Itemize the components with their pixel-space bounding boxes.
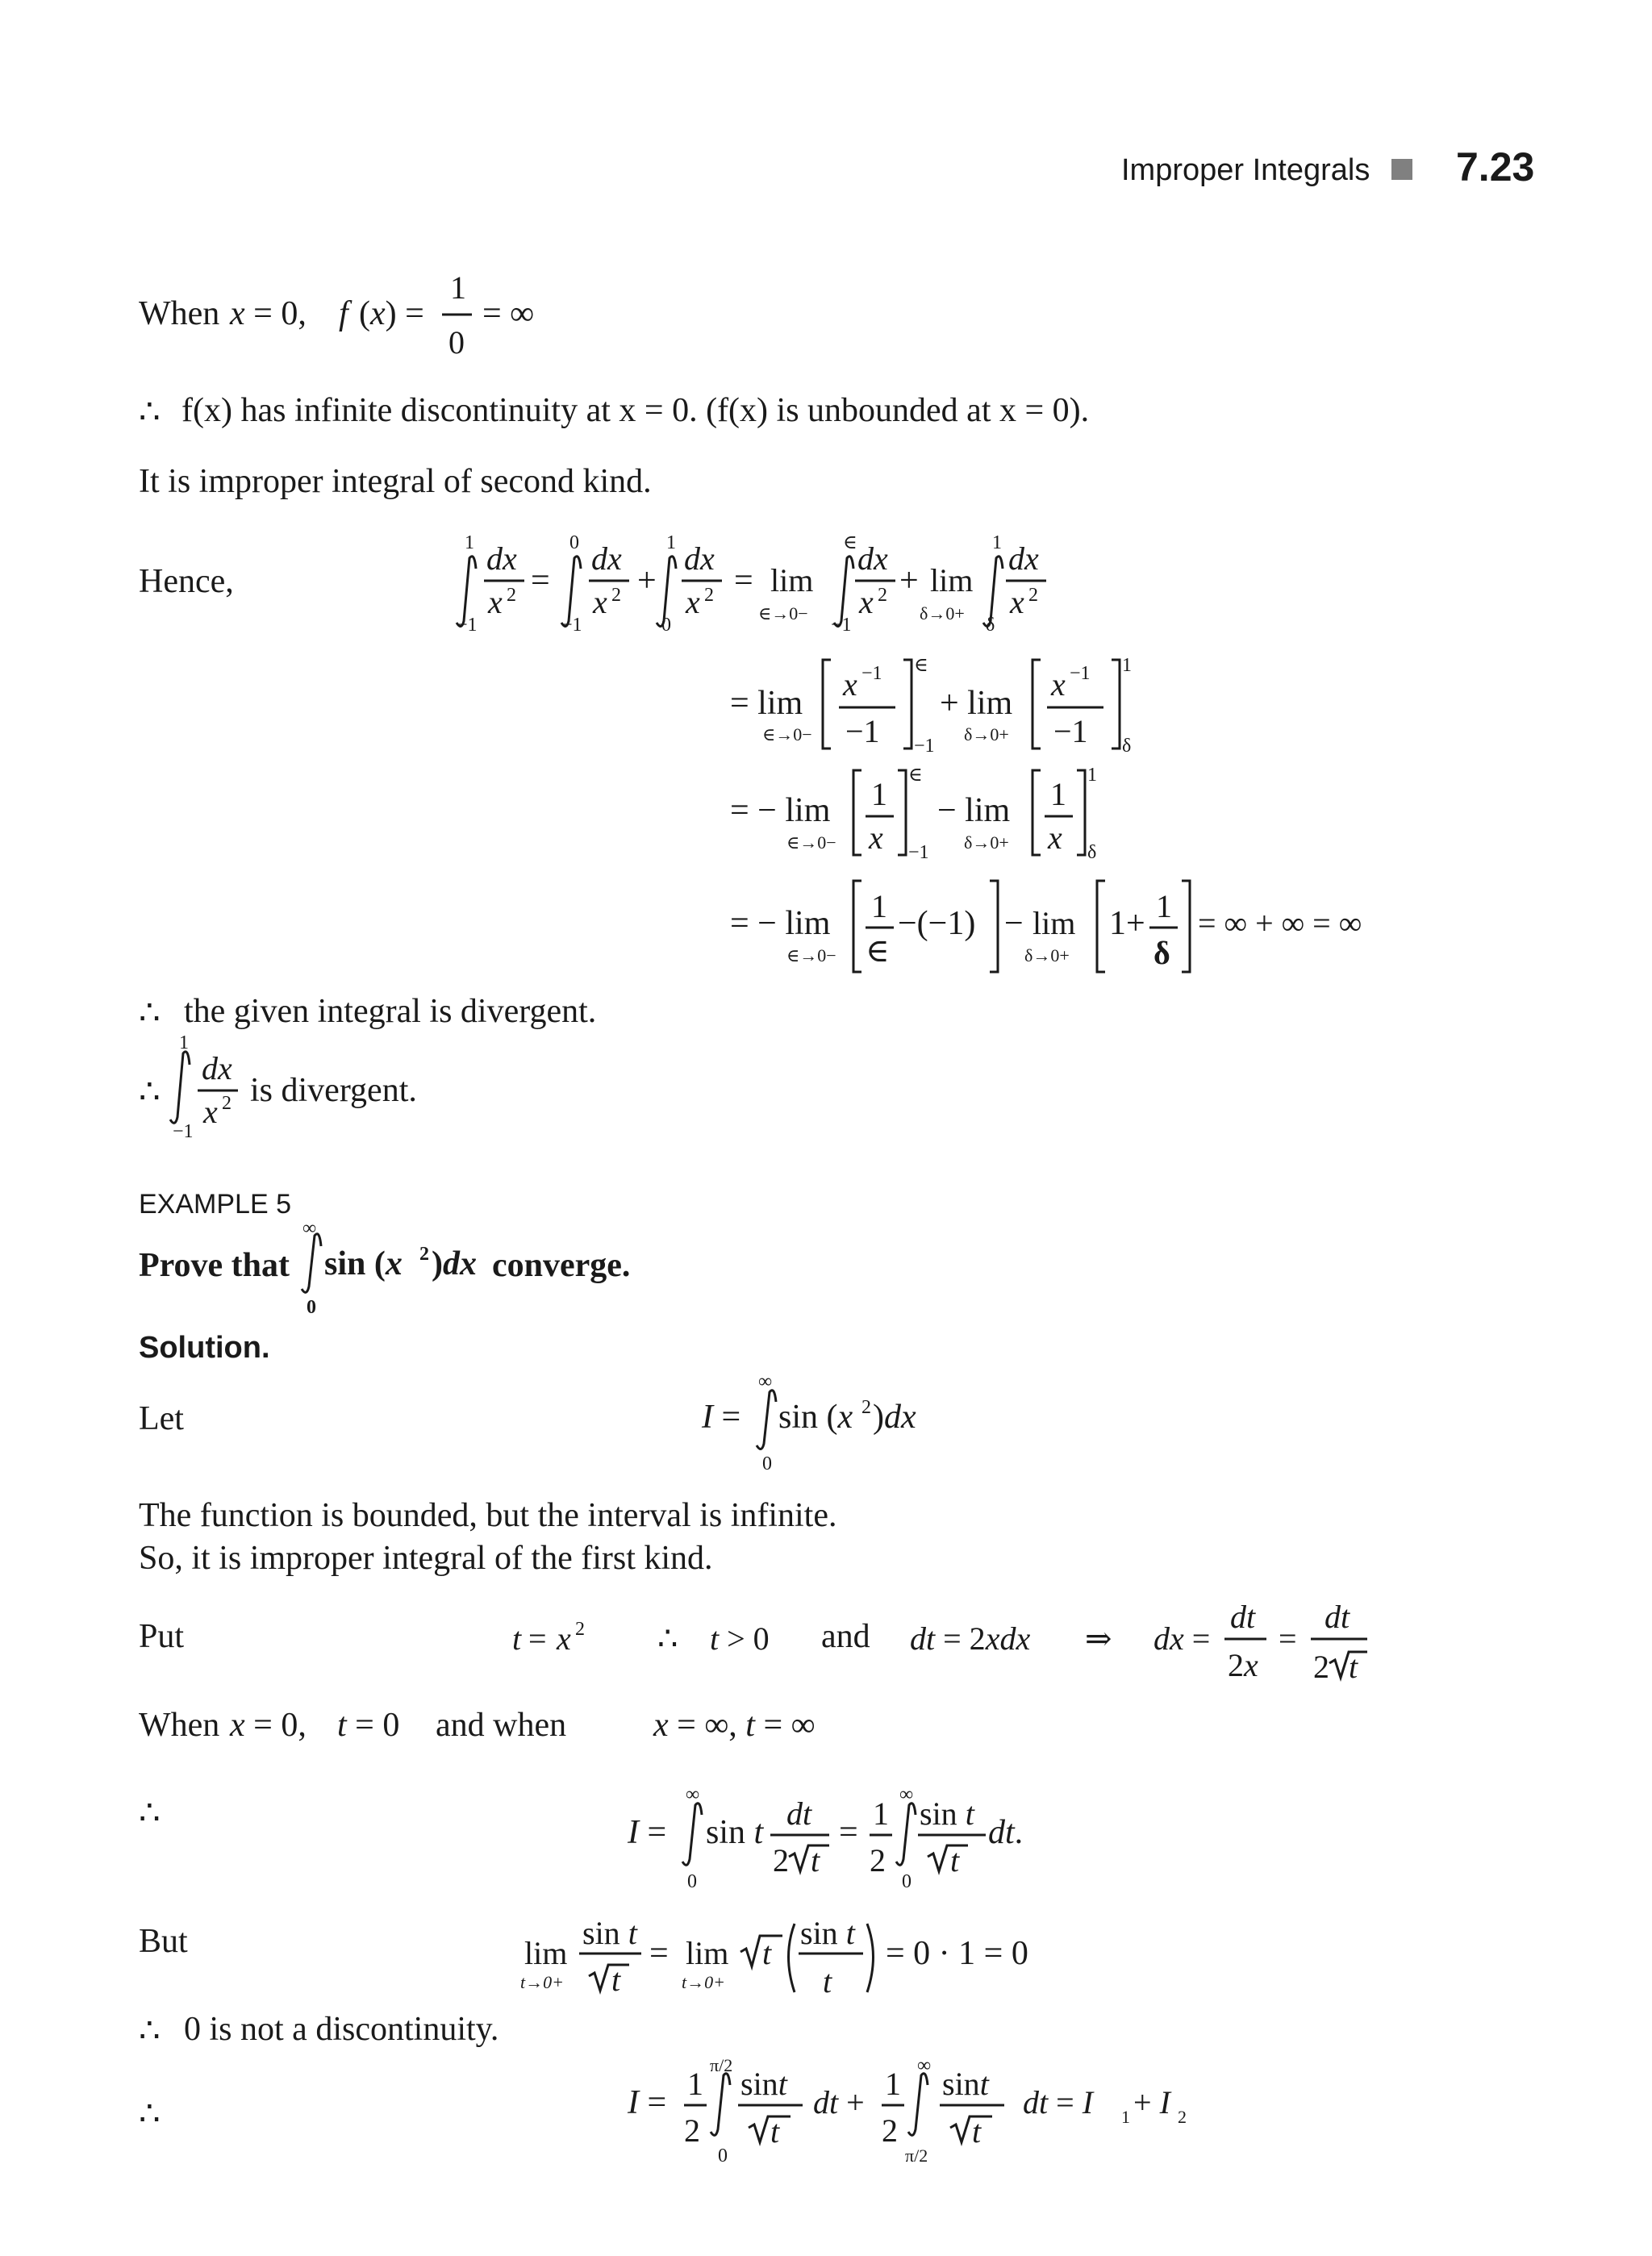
svg-text:∞: ∞ [758,1371,773,1392]
svg-text:1: 1 [450,269,466,306]
svg-text:x = ∞, t = ∞: x = ∞, t = ∞ [653,1707,816,1744]
svg-text:1: 1 [465,532,474,553]
svg-text:−1: −1 [845,713,880,749]
svg-text:+: + [899,562,919,599]
svg-text:dx =: dx = [1153,1620,1211,1657]
svg-text:−: − [1004,905,1024,942]
svg-text:0: 0 [448,324,465,361]
equation-limit-check [520,1915,1028,2000]
svg-text:lim: lim [930,562,974,598]
svg-text:x: x [1010,584,1024,620]
svg-text:2: 2 [1028,585,1038,606]
svg-text:∞: ∞ [302,1218,317,1239]
svg-text:∈: ∈ [843,532,857,553]
svg-text:1: 1 [1122,655,1132,676]
svg-text:x: x [686,584,700,620]
svg-text:2: 2 [684,2112,700,2149]
svg-text:1+: 1+ [1109,905,1145,942]
svg-text:t = 0: t = 0 [337,1707,400,1744]
therefore-symbol: ∴ [139,1074,161,1111]
therefore-symbol: ∴ [139,2095,161,2133]
equation-divergent-integral [170,1032,238,1142]
when-x0-label: When [139,295,220,332]
svg-text:dt = 2xdx: dt = 2xdx [910,1620,1031,1657]
svg-text:1: 1 [179,1032,189,1053]
svg-text:1: 1 [1121,2107,1130,2127]
svg-text:dt +: dt + [813,2084,865,2120]
svg-text:= ∞ + ∞ = ∞: = ∞ + ∞ = ∞ [1198,905,1362,941]
svg-text:−1: −1 [1070,663,1091,684]
bounded-line-1: The function is bounded, but the interval is infinite. [139,1497,837,1534]
svg-text:2: 2 [870,1842,886,1879]
therefore-symbol: ∴ [139,394,161,431]
svg-text:t: t [762,1935,772,1971]
svg-text:δ→0+: δ→0+ [1024,945,1070,965]
svg-text:∈: ∈ [908,765,923,786]
svg-text:∈→0−: ∈→0− [786,832,836,853]
svg-text:∴: ∴ [657,1620,678,1657]
svg-text:0: 0 [687,1871,697,1892]
svg-text:∈→0−: ∈→0− [786,945,836,965]
svg-text:2x: 2x [1228,1647,1258,1683]
svg-text:= 0 · 1 = 0: = 0 · 1 = 0 [886,1935,1028,1972]
svg-text:0: 0 [718,2145,728,2166]
equation-split-integral [457,532,1046,636]
svg-text:=: = [839,1814,858,1851]
converge-text: converge. [492,1247,631,1284]
put-label: Put [139,1618,185,1655]
svg-text:−1: −1 [908,842,929,863]
svg-text:0: 0 [569,532,579,553]
bounded-line-2: So, it is improper integral of the first kind. [139,1540,713,1577]
svg-text:lim: lim [770,562,814,598]
svg-text:δ: δ [986,615,995,636]
svg-text:t: t [512,1620,522,1657]
svg-text:)dx: )dx [432,1245,477,1282]
svg-text:dt = I: dt = I [1023,2084,1094,2120]
svg-text:0: 0 [661,615,671,636]
svg-text:δ: δ [1153,935,1170,971]
svg-text:−1: −1 [561,615,582,636]
svg-text:δ→0+: δ→0+ [920,603,965,623]
equation-fx-at-zero [229,269,534,361]
svg-text:∈: ∈ [866,932,890,969]
solution-heading: Solution. [139,1331,270,1365]
svg-text:dt.: dt. [988,1814,1024,1851]
discontinuity-line: f(x) has infinite discontinuity at x = 0. (f(x) is unbounded at x = 0). [181,392,1090,429]
svg-text:x = 0,: x = 0, [230,1707,307,1744]
therefore-symbol: ∴ [139,2012,161,2050]
svg-text:dx: dx [1008,540,1039,577]
svg-text:sint: sint [942,2066,989,2102]
svg-text:2: 2 [222,1093,232,1114]
svg-text:−1: −1 [831,615,852,636]
svg-text:sin t: sin t [706,1814,764,1851]
hence-label: Hence, [139,563,234,600]
svg-text:t: t [1349,1649,1358,1685]
svg-text:x: x [1048,819,1062,856]
svg-text:= lim: = lim [730,685,803,722]
equation-step-3 [730,765,1097,863]
prove-that-text: Prove that [139,1247,290,1284]
svg-text:−(−1): −(−1) [898,905,976,942]
svg-text:t: t [972,2113,982,2150]
svg-text:2: 2 [419,1244,429,1265]
svg-text:1: 1 [992,532,1002,553]
is-divergent-text: is divergent. [250,1072,417,1109]
svg-text:x: x [593,584,607,620]
svg-text:−1: −1 [1053,713,1088,749]
svg-text:−1: −1 [914,736,935,757]
svg-text:t: t [770,2113,780,2150]
svg-text:dt: dt [786,1795,812,1832]
svg-text:=: = [528,1620,547,1657]
therefore-symbol: ∴ [139,995,161,1032]
svg-text:1: 1 [1050,776,1066,812]
svg-text:sin (x: sin (x [324,1245,403,1282]
svg-text:x: x [1051,666,1066,703]
svg-text:sin t: sin t [920,1795,974,1832]
svg-text:π/2: π/2 [710,2055,733,2075]
svg-text:0: 0 [762,1453,772,1474]
svg-text:2: 2 [575,1619,585,1640]
svg-text:)dx: )dx [873,1399,916,1436]
equation-step-4 [730,881,1362,972]
equation-I-split [627,2055,1187,2166]
svg-text:dx: dx [486,540,517,577]
svg-text:δ→0+: δ→0+ [964,832,1009,853]
svg-text:1: 1 [871,888,887,924]
svg-text:2: 2 [611,585,621,606]
svg-text:− lim: − lim [937,792,1011,829]
svg-text:−1: −1 [861,663,882,684]
svg-text:=: = [734,562,753,599]
second-kind-line: It is improper integral of second kind. [139,463,652,500]
svg-text:1: 1 [1087,765,1097,786]
svg-text:t→0+: t→0+ [682,1972,725,1992]
svg-text:I =: I = [702,1399,741,1436]
and-when-label: and when [436,1707,567,1744]
let-label: Let [139,1400,184,1437]
svg-text:−1: −1 [173,1121,194,1142]
svg-text:lim: lim [686,1935,729,1971]
svg-text:1: 1 [871,776,887,812]
equation-let-I [701,1371,916,1474]
svg-text:1: 1 [873,1795,889,1832]
svg-text:I =: I = [628,1814,667,1851]
svg-text:t: t [811,1842,820,1879]
svg-text:2: 2 [878,585,887,606]
svg-text:⇒: ⇒ [1085,1620,1112,1657]
svg-text:∞: ∞ [899,1784,914,1805]
svg-text:sint: sint [740,2066,787,2102]
svg-text:+ lim: + lim [940,685,1013,722]
svg-text:x: x [869,819,883,856]
svg-text:−1: −1 [457,615,478,636]
svg-text:+: + [637,562,657,599]
svg-text:∞: ∞ [917,2055,932,2076]
svg-text:dx: dx [857,540,888,577]
svg-text:f: f [339,295,348,332]
svg-text:t: t [950,1842,960,1879]
equation-limits [229,1707,816,1744]
svg-text:2: 2 [1313,1649,1329,1685]
svg-text:dx: dx [591,540,622,577]
svg-text:π/2: π/2 [905,2145,928,2166]
svg-text:1: 1 [1156,888,1172,924]
svg-text:1: 1 [687,2066,703,2102]
svg-text:t: t [823,1963,832,2000]
svg-text:δ: δ [1122,736,1132,757]
svg-text:dx: dx [202,1050,232,1086]
svg-text:=: = [531,562,550,599]
svg-text:∞: ∞ [686,1784,700,1805]
svg-text:dt: dt [1230,1599,1256,1635]
svg-text:t > 0: t > 0 [710,1620,770,1657]
svg-text:x = 0,: x = 0, [230,295,307,332]
svg-text:lim: lim [1032,905,1076,941]
svg-text:0: 0 [902,1871,912,1892]
equation-step-2 [730,655,1132,757]
chapter-title: Improper Integrals [1121,153,1370,187]
equation-prove-integral [302,1218,477,1318]
svg-text:x: x [488,584,503,620]
svg-text:sin t: sin t [800,1915,855,1951]
svg-text:2: 2 [882,2112,898,2149]
svg-text:lim: lim [524,1935,568,1971]
svg-text:1: 1 [666,532,676,553]
svg-text:δ: δ [1087,842,1097,863]
svg-text:+ I: + I [1133,2084,1170,2120]
svg-text:0: 0 [307,1297,316,1318]
svg-text:2: 2 [1178,2107,1187,2127]
svg-text:= − lim: = − lim [730,905,831,942]
svg-text:x: x [203,1094,218,1130]
therefore-symbol: ∴ [139,1795,161,1832]
equation-I-in-t [627,1784,1023,1892]
svg-text:2: 2 [773,1842,789,1879]
svg-text:x: x [843,666,857,703]
svg-text:∈: ∈ [914,655,928,676]
svg-text:dx: dx [684,540,715,577]
svg-text:x: x [557,1620,571,1657]
not-discontinuity-text: 0 is not a discontinuity. [184,2011,499,2048]
svg-text:∈→0−: ∈→0− [762,724,812,744]
example-label: EXAMPLE 5 [139,1189,291,1220]
divergent-conclusion: the given integral is divergent. [184,993,597,1030]
svg-text:sin t: sin t [582,1915,637,1951]
svg-text:=: = [1279,1620,1297,1657]
svg-text:x: x [859,584,874,620]
svg-text:dt: dt [1325,1599,1350,1635]
svg-text:I =: I = [628,2084,667,2121]
svg-text:t→0+: t→0+ [520,1972,564,1992]
svg-text:= ∞: = ∞ [482,295,535,332]
and-label: and [821,1618,870,1655]
svg-text:2: 2 [704,585,714,606]
when-label: When [139,1707,220,1744]
svg-text:2: 2 [507,585,516,606]
page-number: 7.23 [1456,144,1535,190]
svg-text:2: 2 [861,1397,871,1418]
but-label: But [139,1923,188,1960]
svg-text:=: = [649,1935,669,1972]
svg-text:δ→0+: δ→0+ [964,724,1009,744]
svg-text:sin (x: sin (x [778,1399,853,1436]
svg-text:∈→0−: ∈→0− [758,603,808,623]
svg-text:t: t [611,1962,621,1998]
svg-text:= − lim: = − lim [730,792,831,829]
svg-text:(x) =: (x) = [359,295,424,332]
svg-text:1: 1 [885,2066,901,2102]
equation-substitution [512,1599,1367,1685]
